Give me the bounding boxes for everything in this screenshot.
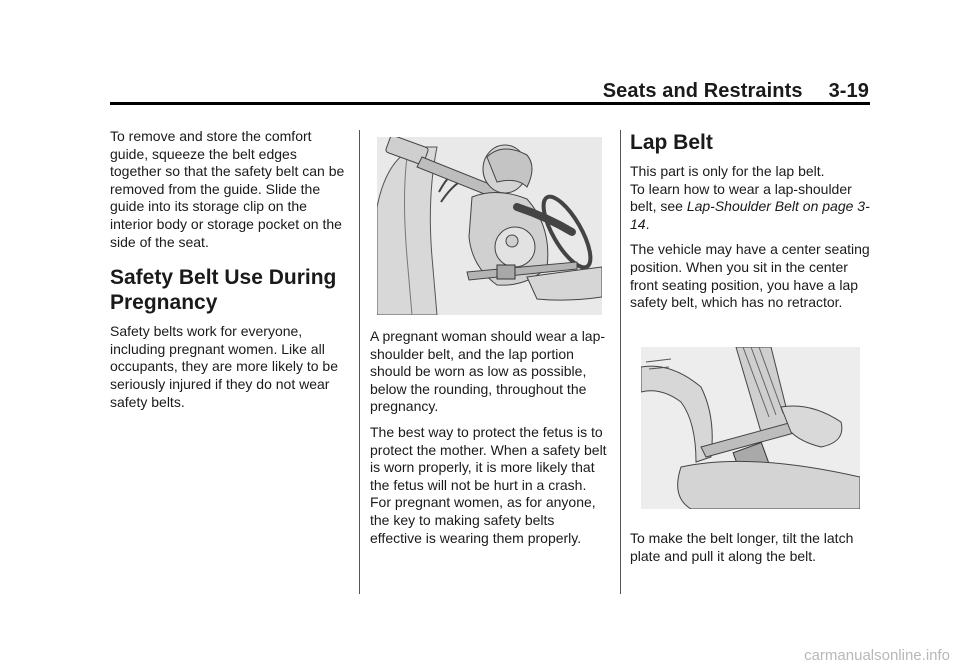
center-seating-paragraph: The vehicle may have a center seating position. When you sit in the center front seating position, you have a lap safety belt, which has no retractor. [630,241,870,311]
column-3 [630,130,870,320]
pregnancy-heading: Safety Belt Use During Pregnancy [110,266,337,315]
lap-belt-caption: To make the belt longer, tilt the latch plate and pull it along the belt. [630,530,854,564]
pregnancy-caption: A pregnant woman should wear a lap-shoulder belt, and the lap portion should be worn as low as possible, below the rounding, throughout the pregnancy. [370,328,606,415]
lap-belt-caption-block [630,530,870,565]
column-divider-2 [620,130,621,594]
column-divider-1 [359,130,360,594]
lap-belt-intro: This part is only for the lap belt. To learn how to wear a lap-shoulder belt, see Lap-Shoulder Belt on page 3-14. [630,163,870,232]
comfort-guide-paragraph: To remove and store the comfort guide, squeeze the belt edges together so that the safety belt can be removed from the guide. Slide the guide into its storage clip on the interior body or storage pocket on the side of the seat. [110,128,345,250]
section-title: Seats and Restraints [602,80,803,102]
watermark: carmanualsonline.info [804,647,950,664]
running-header [603,80,869,103]
cross-reference-link[interactable]: Lap-Shoulder Belt on page 3-14 [630,198,870,232]
header-rule [110,102,870,105]
pregnancy-paragraph: Safety belts work for everyone, including pregnant women. Like all occupants, they are more likely to be seriously injured if they do not wear safety belts. [110,323,339,410]
pregnant-woman-illustration [377,137,602,315]
lap-belt-heading: Lap Belt [630,131,713,154]
column-1 [110,128,346,419]
lap-belt-illustration [641,347,860,509]
column-2 [370,328,608,555]
page-number: 3-19 [828,80,869,102]
fetus-protection-paragraph: The best way to protect the fetus is to protect the mother. When a safety belt is worn properly, it is more likely that the fetus will not be hurt in a crash. For pregnant women, as for anyone, the key to making safety belts effective is wearing them properly. [370,423,607,546]
